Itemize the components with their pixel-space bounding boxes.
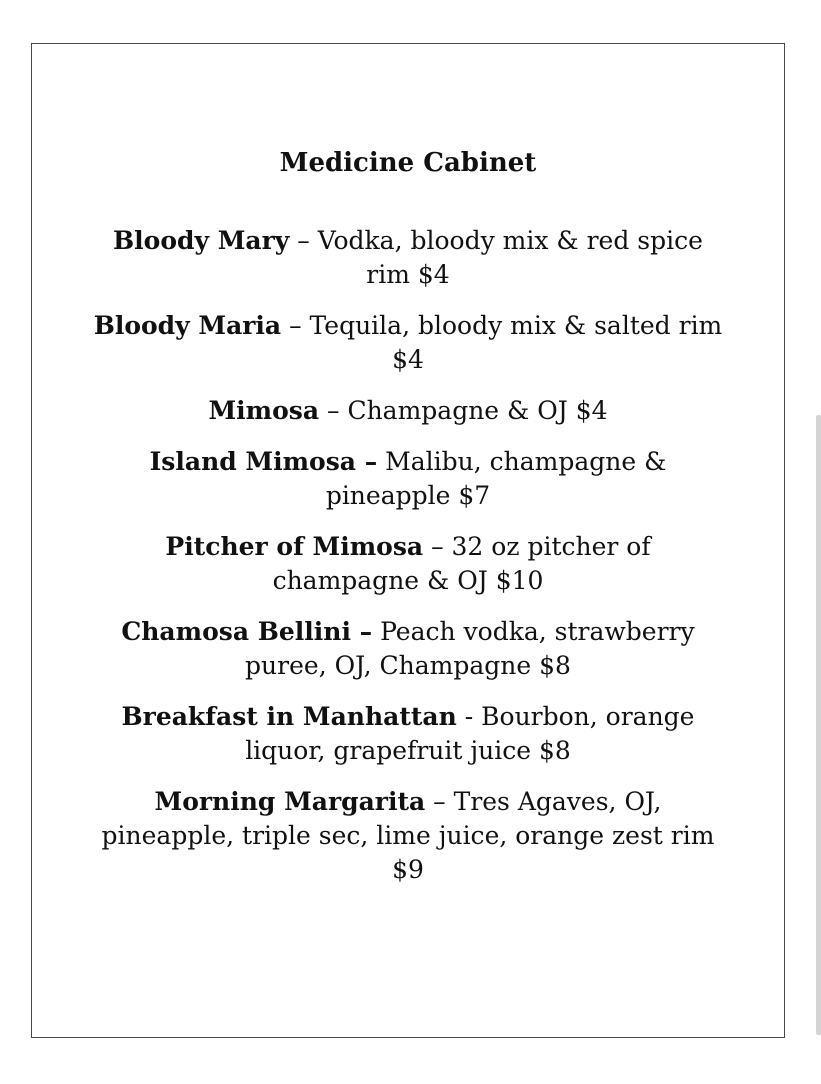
drink-name: Mimosa [208, 396, 320, 425]
drink-separator: – [425, 787, 454, 816]
drink-name: Breakfast in Manhattan [121, 702, 457, 731]
drink-name: Island Mimosa – [149, 447, 378, 476]
drink-item-chamosa-bellini [92, 615, 724, 683]
drink-name: Morning Margarita [154, 787, 426, 816]
drink-separator: – [289, 226, 318, 255]
page-title: Medicine Cabinet [279, 148, 537, 178]
drink-item-bloody-maria [92, 309, 724, 377]
drink-separator: – [423, 532, 452, 561]
drink-description: Champagne & OJ $4 [347, 396, 608, 425]
drink-list [92, 224, 724, 904]
drink-description: Tequila, bloody mix & salted rim $4 [309, 311, 723, 374]
drink-separator: – [281, 311, 310, 340]
drink-name: Pitcher of Mimosa [165, 532, 424, 561]
drink-description: 32 oz pitcher of champagne & OJ $10 [272, 532, 651, 595]
drink-item-breakfast-in-manhattan [92, 700, 724, 768]
drink-item-morning-margarita [92, 785, 724, 887]
drink-name: Bloody Mary [113, 226, 290, 255]
vertical-scrollbar[interactable] [816, 415, 821, 1035]
drink-item-island-mimosa [92, 445, 724, 513]
drink-description: Vodka, bloody mix & red spice rim $4 [317, 226, 703, 289]
drink-description: Peach vodka, strawberry puree, OJ, Champagne $8 [245, 617, 695, 680]
drink-description: Bourbon, orange liquor, grapefruit juice $8 [245, 702, 695, 765]
drink-item-mimosa [92, 394, 724, 428]
drink-separator: - [456, 702, 482, 731]
drink-description: Malibu, champagne & pineapple $7 [325, 447, 667, 510]
drink-item-pitcher-of-mimosa [92, 530, 724, 598]
drink-description: Tres Agaves, OJ, pineapple, triple sec, lime juice, orange zest rim $9 [101, 787, 715, 884]
drink-name: Chamosa Bellini – [121, 617, 373, 646]
drink-separator [372, 617, 380, 646]
drink-name: Bloody Maria [93, 311, 282, 340]
drink-item-bloody-mary [92, 224, 724, 292]
document-page [31, 43, 785, 1038]
drink-separator [377, 447, 385, 476]
drink-separator: – [319, 396, 348, 425]
